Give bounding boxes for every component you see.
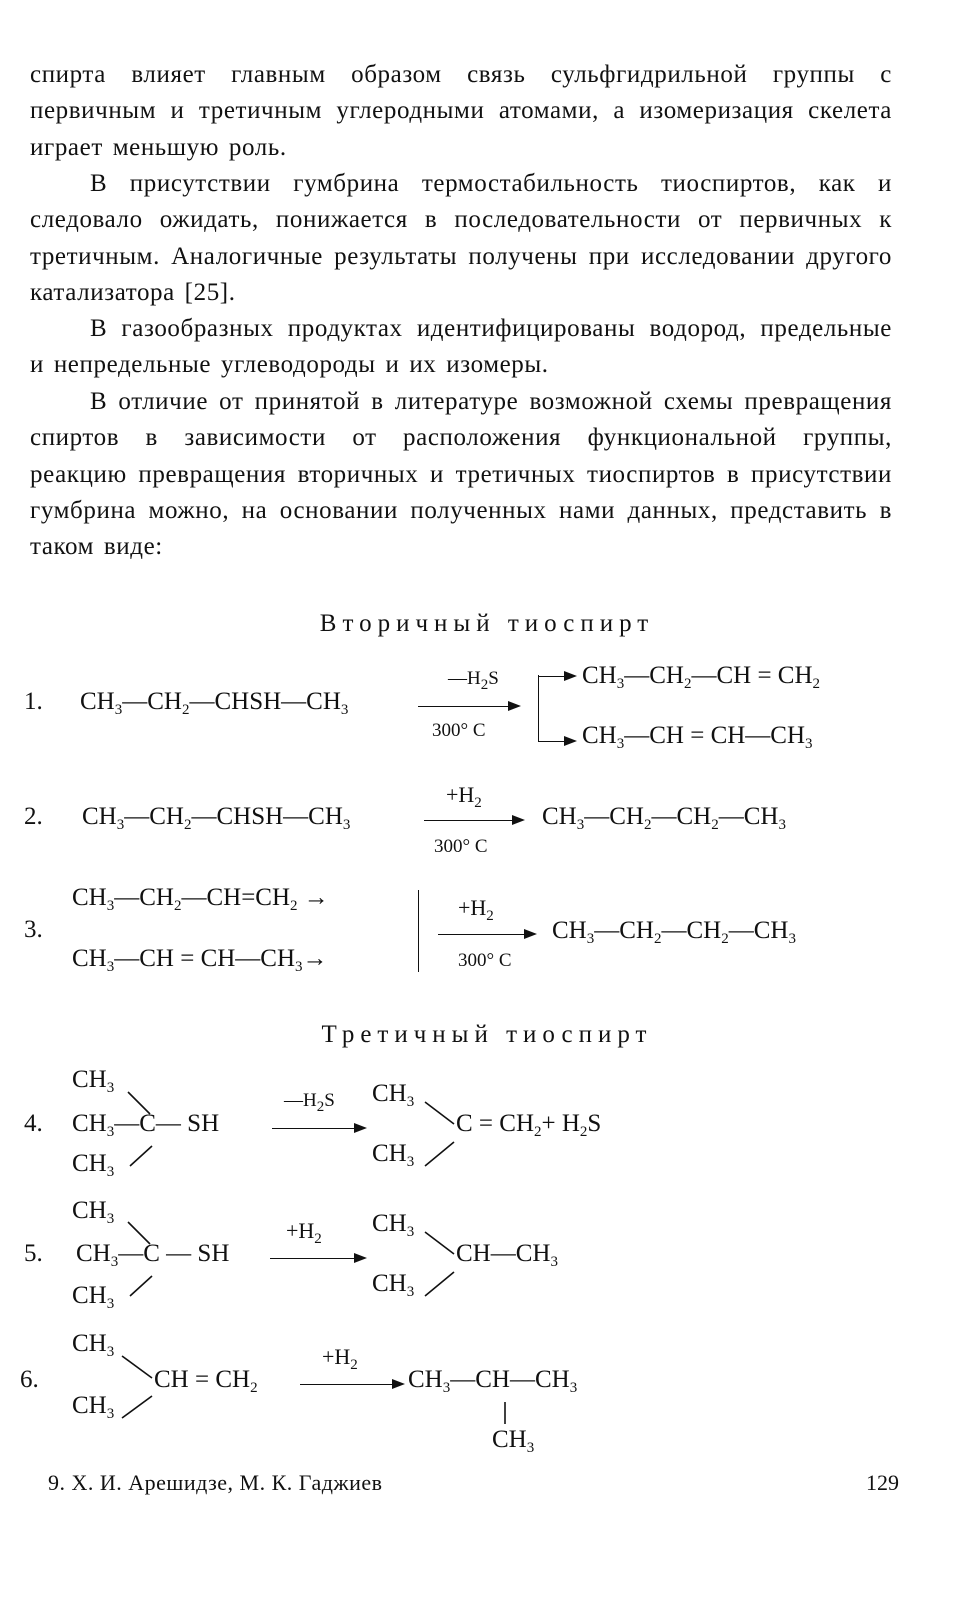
heading-secondary-thiol: Вторичный тиоспирт — [319, 610, 655, 637]
page-number: 129 — [866, 1470, 899, 1495]
product-formula: $CH_3—CH_2—CH_2—CH_3$ — [552, 917, 796, 947]
paragraph-2: В присутствии гумбрина термостабильность тиоспиртов, как и следовало ожидать, понижается в последовательности от первичных к третичным. Аналогичные результаты получены при исследовании другого катализатора [25]. — [30, 170, 892, 306]
product-methyl-branch: $CH_3$ — [492, 1426, 535, 1456]
product-methyl-top: $CH_3$ — [372, 1210, 415, 1240]
bond-line — [425, 1142, 454, 1166]
bond-line — [425, 1272, 454, 1296]
methyl-top: $CH_3$ — [72, 1066, 115, 1096]
reactant-formula: $CH_3—CH_2—CHSH—CH_3$ — [80, 688, 349, 718]
reactant-formula: $CH_3—C—$ SH — [72, 1110, 220, 1140]
reactant-formula: $CH_3—C$ — SH — [76, 1240, 230, 1270]
methyl-bottom: $CH_3$ — [72, 1392, 115, 1422]
reaction-condition-below: 300° C — [434, 836, 488, 857]
arrow-head — [392, 1379, 405, 1389]
product-formula: $C = CH_2+ H_2S$ — [456, 1110, 602, 1140]
product-formula: $CH_3—CH_2—CH_2—CH_3$ — [542, 803, 786, 833]
reaction-number: 1. — [24, 688, 43, 715]
product-formula: $CH—CH_3$ — [456, 1240, 558, 1270]
bond-line — [425, 1102, 454, 1124]
reactant-formula: $CH_3—CH_2—CHSH—CH_3$ — [82, 803, 351, 833]
product-1-formula: $CH_3—CH_2—CH = CH_2$ — [582, 662, 821, 692]
bond-line — [425, 1232, 454, 1254]
reaction-condition-above: $—H_2S$ — [284, 1090, 335, 1115]
product-methyl-bottom: $CH_3$ — [372, 1140, 415, 1170]
reaction-condition-above: $+H_2$ — [322, 1344, 358, 1373]
paragraph-4: В отличие от принятой в литературе возможной схемы превращения спиртов в зависимости от расположения функциональной группы, реакцию превращения вторичных и третичных тиоспиртов в присутствии гумбрина можно, на основании полученных нами данных, представить в таком виде: — [30, 388, 892, 561]
reaction-number: 6. — [20, 1366, 39, 1393]
bond-line — [130, 1276, 152, 1296]
methyl-bottom: $CH_3$ — [72, 1282, 115, 1312]
reactant-formula: CH = $CH_2$ — [154, 1366, 258, 1396]
product-methyl-bottom: $CH_3$ — [372, 1270, 415, 1300]
bond-line — [122, 1396, 152, 1418]
paragraph-1: спирта влияет главным образом связь сульфгидрильной группы с первичным и третичным углеродными атомами, а изомеризация скелета играет меньшую роль. — [30, 61, 892, 161]
methyl-bottom: $CH_3$ — [72, 1150, 115, 1180]
product-2-formula: $CH_3—CH$ = $CH—CH_3$ — [582, 722, 813, 752]
reaction-condition-above: $+H_2$ — [446, 782, 482, 811]
reaction-number: 5. — [24, 1240, 43, 1267]
reaction-arrow — [300, 1384, 396, 1385]
reactant-1-formula: $CH_3—CH_2—CH=CH_2$ → — [72, 884, 329, 914]
reaction-number: 2. — [24, 803, 43, 830]
arrow-head — [354, 1123, 367, 1133]
reaction-condition-above: $+H_2$ — [286, 1218, 322, 1247]
reaction-arrow — [272, 1128, 358, 1129]
reactant-2-formula: $CH_3—CH$ = $CH—CH_3\to$ — [72, 945, 328, 975]
reaction-arrow — [270, 1258, 358, 1259]
reaction-condition-above: $+H_2$ — [458, 895, 494, 924]
bond-line — [130, 1146, 152, 1166]
reaction-number: 4. — [24, 1110, 43, 1137]
reaction-number: 3. — [24, 916, 43, 943]
product-methyl-top: $CH_3$ — [372, 1080, 415, 1110]
heading-tertiary-thiol: Третичный тиоспирт — [321, 1021, 653, 1048]
arrow-head — [354, 1253, 367, 1263]
reaction-condition-below: 300° C — [432, 720, 486, 741]
reaction-condition-above: $—H_2S$ — [448, 668, 499, 693]
methyl-top: $CH_3$ — [72, 1197, 115, 1227]
product-formula: $CH_3—CH—CH_3$ — [408, 1366, 578, 1396]
reaction-condition-below: 300° C — [458, 950, 512, 971]
methyl-top: $CH_3$ — [72, 1330, 115, 1360]
footer-signature: 9. Х. И. Арешидзе, М. К. Гаджиев — [48, 1470, 383, 1495]
paragraph-3: В газообразных продуктах идентифицированы водород, предельные и непредельные углеводороды и их изомеры. — [30, 315, 892, 379]
bond-line — [122, 1356, 152, 1378]
